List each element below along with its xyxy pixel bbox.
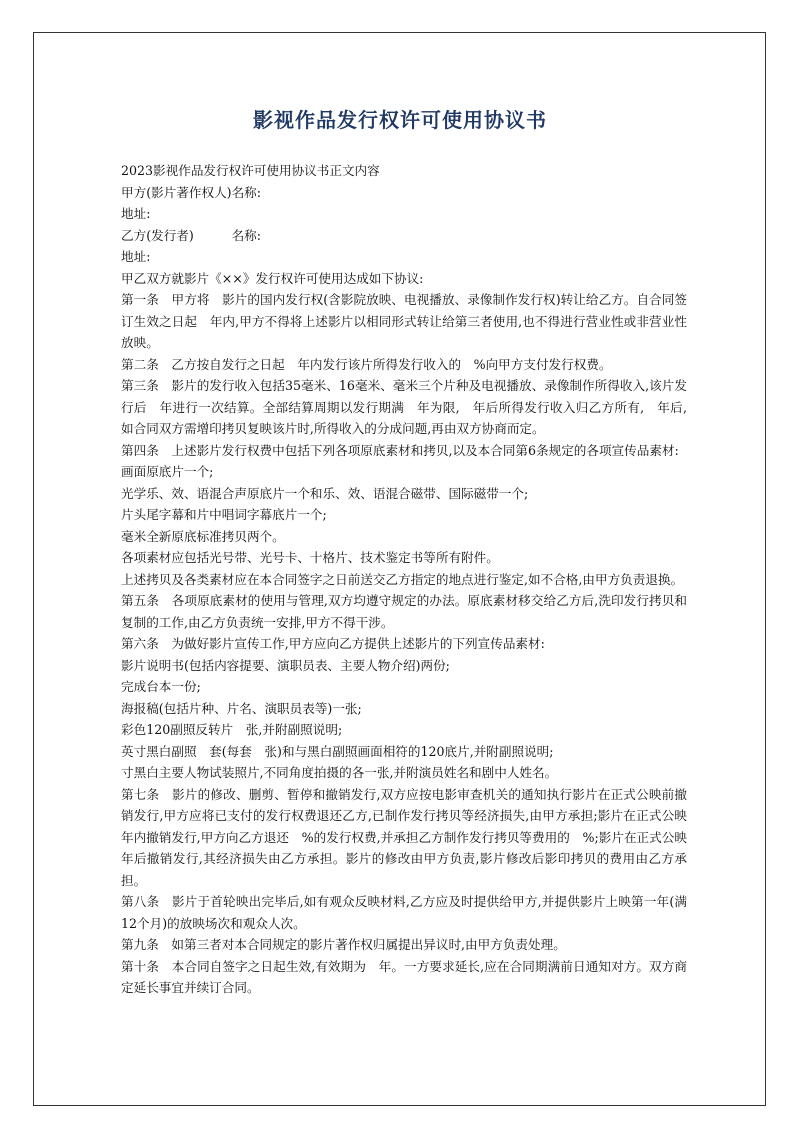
article-2: 第二条 乙方按自发行之日起 年内发行该片所得发行收入的 %向甲方支付发行权费。 (121, 356, 612, 372)
list-item: 彩色120副照反转片 张,并附副照说明; (121, 722, 343, 737)
article-6: 第六条 为做好影片宣传工作,甲方应向乙方提供上述影片的下列宣传品素材: (121, 636, 545, 651)
list-item: 寸黑白主要人物试装照片,不同角度拍摄的各一张,并附演员姓名和剧中人姓名。 (121, 765, 558, 780)
agreement-intro: 甲乙双方就影片《××》发行权许可使用达成如下协议: (121, 270, 424, 286)
article-5: 第五条 各项原底素材的使用与管理,双方均遵守规定的办法。原底素材移交给乙方后,洗印发行拷贝和复制的工作,由乙方负责统一安排,甲方不得干涉。 (121, 593, 687, 630)
list-item: 完成台本一份; (121, 679, 201, 694)
document-body (121, 160, 700, 999)
article-1: 第一条 甲方将 影片的国内发行权(含影院放映、电视播放、录像制作发行权)转让给乙方。自合同签订生效之日起 年内,甲方不得将上述影片以相同形式转让给第三者使用,也不得进行营业性或非营业性放映。 (121, 292, 687, 350)
article-10: 第十条 本合同自签字之日起生效,有效期为 年。一方要求延长,应在合同期满前日通知对方。双方商定延长事宜并续订合同。 (121, 958, 687, 995)
party-a-name: 甲方(影片著作权人)名称: (121, 184, 262, 200)
list-item: 画面原底片一个; (121, 464, 214, 479)
list-item: 上述拷贝及各类素材应在本合同签字之日前送交乙方指定的地点进行鉴定,如不合格,由甲方负责退换。 (121, 571, 684, 587)
party-b-address: 地址: (121, 249, 151, 264)
list-item: 英寸黑白副照 套(每套 张)和与黑白副照画面相符的120底片,并附副照说明; (121, 743, 554, 759)
list-item: 光学乐、效、语混合声原底片一个和乐、效、语混合磁带、国际磁带一个; (121, 485, 529, 501)
list-item: 海报稿(包括片种、片名、演职员表等)一张; (121, 700, 362, 716)
party-a-address: 地址: (121, 206, 151, 221)
list-item: 片头尾字幕和片中唱词字幕底片一个; (121, 507, 327, 522)
article-8: 第八条 影片于首轮映出完毕后,如有观众反映材料,乙方应及时提供给甲方,并提供影片上映第一年(满12个月)的放映场次和观众人次。 (121, 894, 687, 931)
paragraph-heading: 2023影视作品发行权许可使用协议书正文内容 (121, 163, 380, 178)
party-b-name: 乙方(发行者) 名称: (121, 227, 262, 243)
article-4: 第四条 上述影片发行权费中包括下列各项原底素材和拷贝,以及本合同第6条规定的各项宣传品素材: (121, 442, 679, 458)
list-item: 毫米全新原底标准拷贝两个。 (121, 528, 285, 544)
article-7: 第七条 影片的修改、删剪、暂停和撤销发行,双方应按电影审查机关的通知执行影片在正式公映前撤销发行,甲方应将已支付的发行权费退还乙方,已制作发行拷贝等经济损失,由甲方承担;影片在正式公映 年内撤销发行,甲方向乙方退还 %的发行权费,并承担乙方制作发行拷贝等费用的 %;影片在正式公映 年后撤销发行,其经济损失由乙方承担。影片的修改由甲方负责,影片修改后影印拷贝的费用由乙方承担。 (121, 786, 700, 888)
list-item: 各项素材应包括光号带、光号卡、十格片、技术鉴定书等所有附件。 (121, 550, 499, 565)
document-title: 影视作品发行权许可使用协议书 (253, 108, 547, 132)
list-item: 影片说明书(包括内容提要、演职员表、主要人物介绍)两份; (121, 657, 450, 673)
article-3: 第三条 影片的发行收入包括35毫米、16毫米、毫米三个片种及电视播放、录像制作所得收入,该片发行后 年进行一次结算。全部结算周期以发行期满 年为限, 年后所得发行收入归乙方所有, 年后,如合同双方需增印拷贝复映该片时,所得收入的分成问题,再由双方协商而定。 (121, 378, 687, 436)
article-9: 第九条 如第三者对本合同规定的影片著作权归属提出异议时,由甲方负责处理。 (121, 937, 566, 952)
